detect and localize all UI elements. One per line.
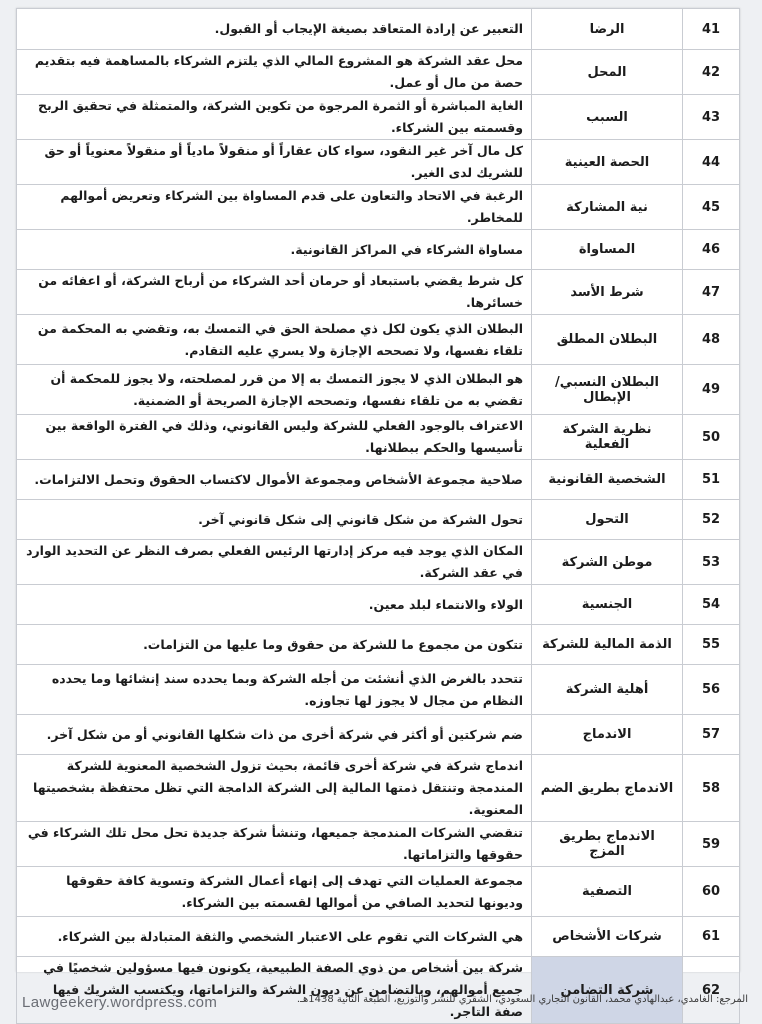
row-number: 48 <box>683 315 740 365</box>
definition-cell: تتكون من مجموع ما للشركة من حقوق وما عليها من التزامات. <box>17 625 532 665</box>
glossary-row <box>17 867 740 917</box>
glossary-row <box>17 50 740 95</box>
glossary-row <box>17 270 740 315</box>
glossary-row <box>17 315 740 365</box>
term-cell: المساواة <box>532 230 683 270</box>
glossary-row <box>17 500 740 540</box>
glossary-row <box>17 230 740 270</box>
definition-cell: كل مال آخر غير النقود، سواء كان عقاراً أو منقولاً مادياً أو منقولاً معنوياً أو حق للشريك لدى الغير. <box>17 140 532 185</box>
glossary-row <box>17 625 740 665</box>
glossary-row <box>17 460 740 500</box>
definition-cell: تنقضي الشركات المندمجة جميعها، وتنشأ شركة جديدة تحل محل تلك الشركاء في حقوقها والتزاماتها. <box>17 822 532 867</box>
row-number: 56 <box>683 665 740 715</box>
row-number: 53 <box>683 540 740 585</box>
row-number: 41 <box>683 9 740 50</box>
definition-cell: ضم شركتين أو أكثر في شركة أخرى من ذات شكلها القانوني أو من شكل آخر. <box>17 715 532 755</box>
definition-cell: الرغبة في الاتحاد والتعاون على قدم المساواة بين الشركاء وتعريض أموالهم للمخاطر. <box>17 185 532 230</box>
row-number: 43 <box>683 95 740 140</box>
term-cell: شرط الأسد <box>532 270 683 315</box>
row-number: 58 <box>683 755 740 822</box>
definition-cell: هو البطلان الذي لا يجوز التمسك به إلا من قرر لمصلحته، ولا يجوز للمحكمة أن تقضي به من تلقاء نفسها، وتصححه الإجازة الصريحة أو الضمنية. <box>17 365 532 415</box>
glossary-row <box>17 9 740 50</box>
term-cell: الرضا <box>532 9 683 50</box>
definition-cell: البطلان الذي يكون لكل ذي مصلحة الحق في التمسك به، وتقضي به المحكمة من تلقاء نفسها، ولا تصححه الإجازة ولا يسري عليه التقادم. <box>17 315 532 365</box>
definition-cell: تحول الشركة من شكل قانوني إلى شكل قانوني آخر. <box>17 500 532 540</box>
term-cell: شركة التضامن <box>532 957 683 1024</box>
definition-cell: صلاحية مجموعة الأشخاص ومجموعة الأموال لاكتساب الحقوق وتحمل الالتزامات. <box>17 460 532 500</box>
term-cell: نية المشاركة <box>532 185 683 230</box>
row-number: 59 <box>683 822 740 867</box>
term-cell: الذمة المالية للشركة <box>532 625 683 665</box>
glossary-row <box>17 140 740 185</box>
row-number: 49 <box>683 365 740 415</box>
glossary-row <box>17 185 740 230</box>
glossary-row <box>17 365 740 415</box>
glossary-row <box>17 585 740 625</box>
reference-citation: المرجع: الغامدي، عبدالهادي محمد، القانون التجاري السعودي، الشقري للنشر والتوزيع، الطبعة الثانية 1438هـ. <box>296 994 748 1005</box>
glossary-row <box>17 755 740 822</box>
row-number: 46 <box>683 230 740 270</box>
row-number: 45 <box>683 185 740 230</box>
glossary-row <box>17 715 740 755</box>
term-cell: موطن الشركة <box>532 540 683 585</box>
term-cell: الشخصية القانونية <box>532 460 683 500</box>
definition-cell: الاعتراف بالوجود الفعلي للشركة وليس القانوني، وذلك في الفترة الواقعة بين تأسيسها والحكم ببطلانها. <box>17 415 532 460</box>
definition-cell: الولاء والانتماء لبلد معين. <box>17 585 532 625</box>
term-cell: التحول <box>532 500 683 540</box>
website-watermark: Lawgeekery.wordpress.com <box>22 994 218 1011</box>
row-number: 54 <box>683 585 740 625</box>
definition-cell: كل شرط يقضي باستبعاد أو حرمان أحد الشركاء من أرباح الشركة، أو اعفائه من خسائرها. <box>17 270 532 315</box>
glossary-row <box>17 540 740 585</box>
term-cell: أهلية الشركة <box>532 665 683 715</box>
row-number: 42 <box>683 50 740 95</box>
term-cell: الاندماج <box>532 715 683 755</box>
row-number: 62 <box>683 957 740 1024</box>
row-number: 50 <box>683 415 740 460</box>
definition-cell: المكان الذي يوجد فيه مركز إدارتها الرئيس الفعلي بصرف النظر عن التحديد الوارد في عقد الشركة. <box>17 540 532 585</box>
term-cell: البطلان المطلق <box>532 315 683 365</box>
glossary-row <box>17 665 740 715</box>
definition-cell: مجموعة العمليات التي تهدف إلى إنهاء أعمال الشركة وتسوية كافة حقوقها وديونها لتحديد الصافي من أموالها لقسمته بين الشركاء. <box>17 867 532 917</box>
term-cell: الحصة العينية <box>532 140 683 185</box>
term-cell: نظرية الشركة الفعلية <box>532 415 683 460</box>
term-cell: السبب <box>532 95 683 140</box>
term-cell: الاندماج بطريق الضم <box>532 755 683 822</box>
definition-cell: محل عقد الشركة هو المشروع المالي الذي يلتزم الشركاء بالمساهمة فيه بتقديم حصة من مال أو عمل. <box>17 50 532 95</box>
term-cell: شركات الأشخاص <box>532 917 683 957</box>
glossary-row <box>17 917 740 957</box>
term-cell: الاندماج بطريق المزج <box>532 822 683 867</box>
row-number: 55 <box>683 625 740 665</box>
glossary-row <box>17 415 740 460</box>
definition-cell: هي الشركات التي تقوم على الاعتبار الشخصي والثقة المتبادلة بين الشركاء. <box>17 917 532 957</box>
row-number: 52 <box>683 500 740 540</box>
term-cell: التصفية <box>532 867 683 917</box>
glossary-table <box>16 8 740 1024</box>
term-cell: الجنسية <box>532 585 683 625</box>
definition-cell: تتحدد بالغرض الذي أنشئت من أجله الشركة وبما يحدده سند إنشائها وما يحدده النظام من مجال لا يجوز لها تجاوزه. <box>17 665 532 715</box>
row-number: 61 <box>683 917 740 957</box>
row-number: 60 <box>683 867 740 917</box>
glossary-row <box>17 822 740 867</box>
row-number: 44 <box>683 140 740 185</box>
definition-cell: التعبير عن إرادة المتعاقد بصيغة الإيجاب أو القبول. <box>17 9 532 50</box>
term-cell: البطلان النسبي/ الإبطال <box>532 365 683 415</box>
definition-cell: اندماج شركة في شركة أخرى قائمة، بحيث تزول الشخصية المعنوية للشركة المندمجة وتنتقل ذمتها المالية إلى الشركة الدامجة التي تظل محتفظة بشخصيتها المعنوية. <box>17 755 532 822</box>
glossary-row <box>17 95 740 140</box>
row-number: 47 <box>683 270 740 315</box>
row-number: 51 <box>683 460 740 500</box>
glossary-row <box>17 957 740 1024</box>
definition-cell: شركة بين أشخاص من ذوي الصفة الطبيعية، يكونون فيها مسؤولين شخصيًا في جميع أموالهم، وبالتضامن عن ديون الشركة والتزاماتها، ويكتسب الشريك فيها صفة التاجر. <box>17 957 532 1024</box>
definition-cell: مساواة الشركاء في المراكز القانونية. <box>17 230 532 270</box>
term-cell: المحل <box>532 50 683 95</box>
definition-cell: الغاية المباشرة أو الثمرة المرجوة من تكوين الشركة، والمتمثلة في تحقيق الربح وقسمته بين الشركاء. <box>17 95 532 140</box>
row-number: 57 <box>683 715 740 755</box>
